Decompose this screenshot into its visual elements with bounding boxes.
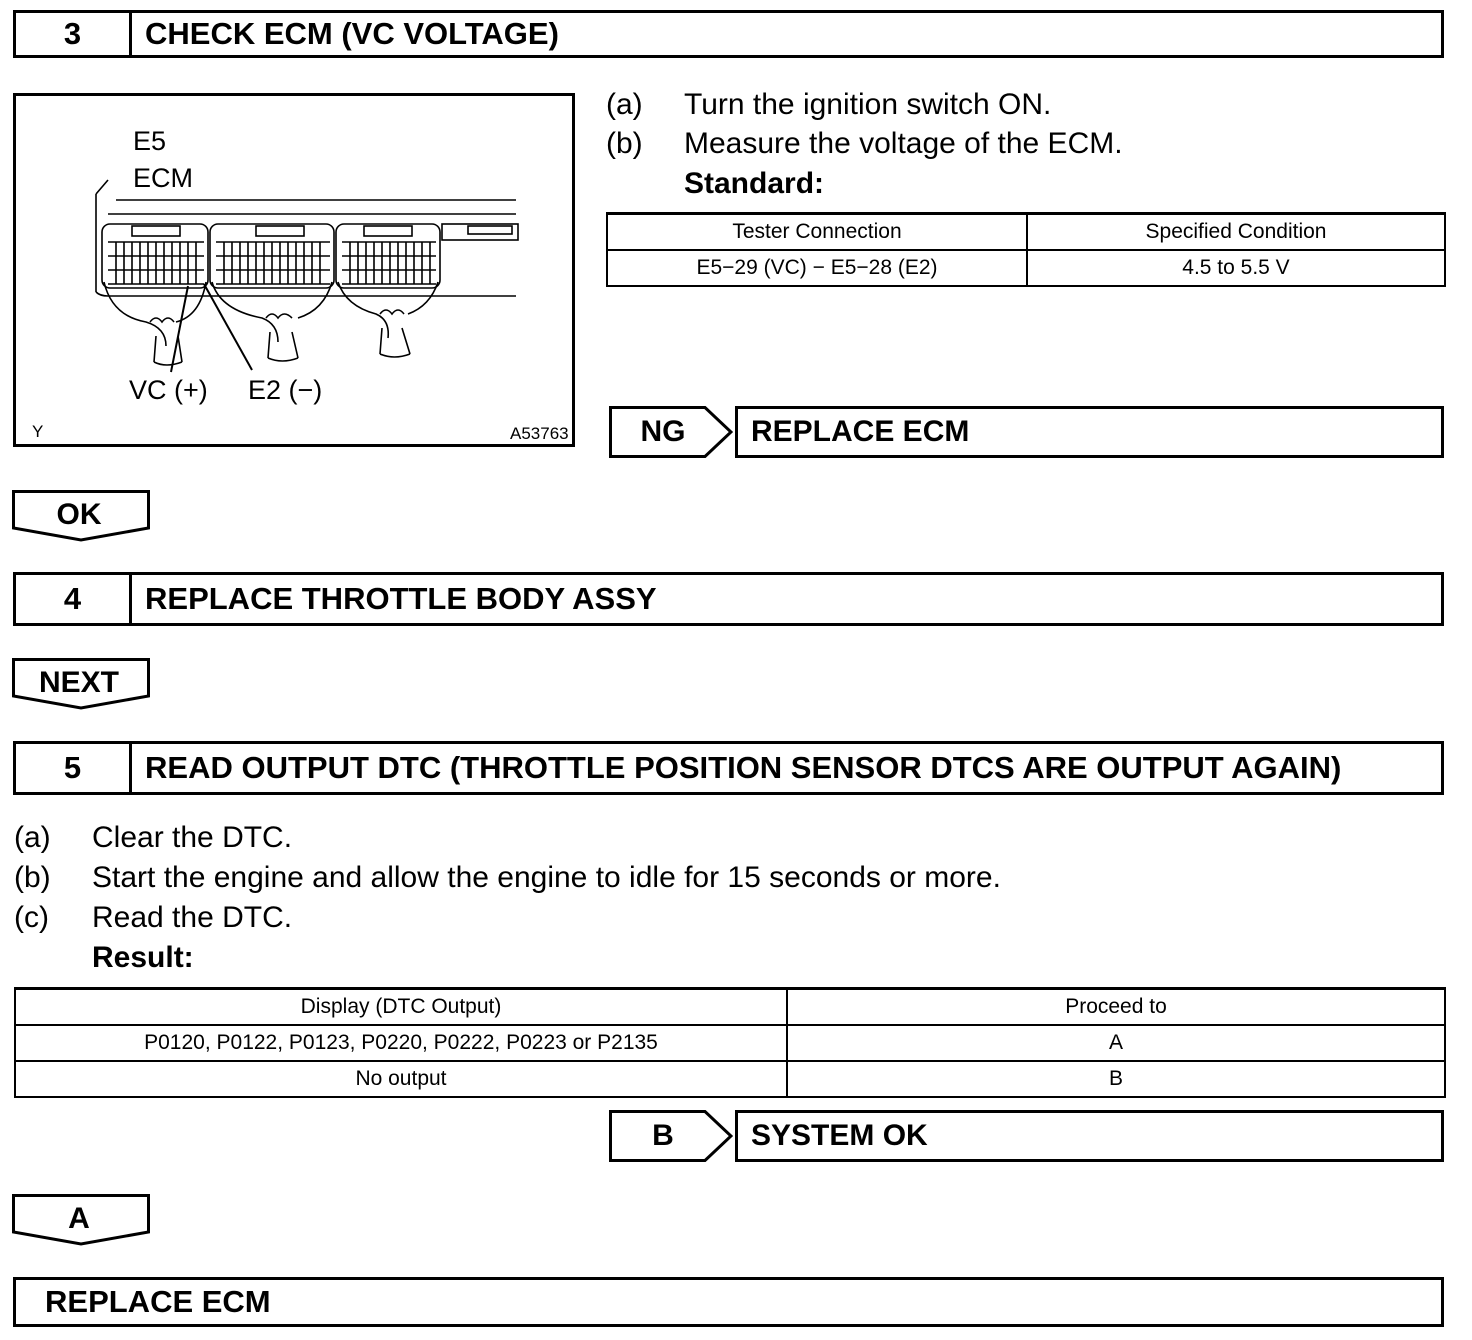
table-cell: No output [15,1061,787,1097]
table-header-cell: Tester Connection [607,214,1027,251]
e2-terminal-label: E2 (−) [248,375,323,405]
instruction-a [14,821,292,855]
ng-result: REPLACE ECM [735,406,1444,458]
ng-tag-label: NG [640,415,686,448]
instruction-text: Read the DTC. [92,901,293,934]
a-flow-label: A [68,1202,90,1235]
step-4-header [13,572,1444,626]
table-header-cell: Display (DTC Output) [15,989,787,1026]
step-5-header [13,741,1444,795]
final-action: REPLACE ECM [13,1277,1444,1327]
vc-terminal-label: VC (+) [129,375,208,405]
ng-tag [609,406,729,458]
table-row [15,1025,1445,1061]
instruction-b [14,861,1001,895]
ok-flow [12,490,150,542]
figure-corner-code: Y [32,422,44,441]
step-title: READ OUTPUT DTC (THROTTLE POSITION SENSOR DTCS ARE OUTPUT AGAIN) [145,750,1342,785]
instruction-c [14,901,292,935]
standard-table [606,212,1446,287]
ok-flow-label: OK [56,498,102,531]
table-cell: A [787,1025,1445,1061]
result-table [14,987,1446,1098]
instruction-b [606,127,1123,161]
result-label: Result: [92,941,194,974]
table-cell: B [787,1061,1445,1097]
step-title: CHECK ECM (VC VOLTAGE) [145,16,559,51]
instruction-marker: (a) [606,88,643,121]
next-flow [12,658,150,710]
table-header-cell: Specified Condition [1027,214,1445,251]
instruction-marker: (a) [14,821,51,854]
table-row [607,250,1445,286]
table-header-row [15,989,1445,1026]
table-header-row [607,214,1445,251]
instruction-marker: (b) [14,861,51,894]
ecm-connector-figure [13,93,575,447]
ecm-label: ECM [133,163,193,193]
instruction-text: Start the engine and allow the engine to idle for 15 seconds or more. [92,861,1001,894]
a-flow [12,1194,150,1246]
standard-label: Standard: [684,167,825,200]
b-tag-label: B [652,1119,674,1152]
step-3-header [13,10,1444,58]
instruction-a [606,88,1051,122]
instruction-marker: (c) [14,901,49,934]
instruction-text: Turn the ignition switch ON. [684,88,1052,121]
table-cell: E5−29 (VC) − E5−28 (E2) [607,250,1027,286]
step-number: 5 [16,744,132,792]
connector-label: E5 [133,126,167,156]
table-cell: 4.5 to 5.5 V [1027,250,1445,286]
table-cell: P0120, P0122, P0123, P0220, P0222, P0223 or P2135 [15,1025,787,1061]
b-tag [609,1110,729,1162]
step-title: REPLACE THROTTLE BODY ASSY [145,581,657,616]
instruction-text: Measure the voltage of the ECM. [684,127,1123,160]
b-result: SYSTEM OK [735,1110,1444,1162]
next-flow-label: NEXT [38,666,119,699]
table-row [15,1061,1445,1097]
table-header-cell: Proceed to [787,989,1445,1026]
step-number: 4 [16,575,132,623]
step-number: 3 [16,13,132,55]
instruction-marker: (b) [606,127,643,160]
figure-id: A53763 [510,424,569,443]
instruction-text: Clear the DTC. [92,821,293,854]
